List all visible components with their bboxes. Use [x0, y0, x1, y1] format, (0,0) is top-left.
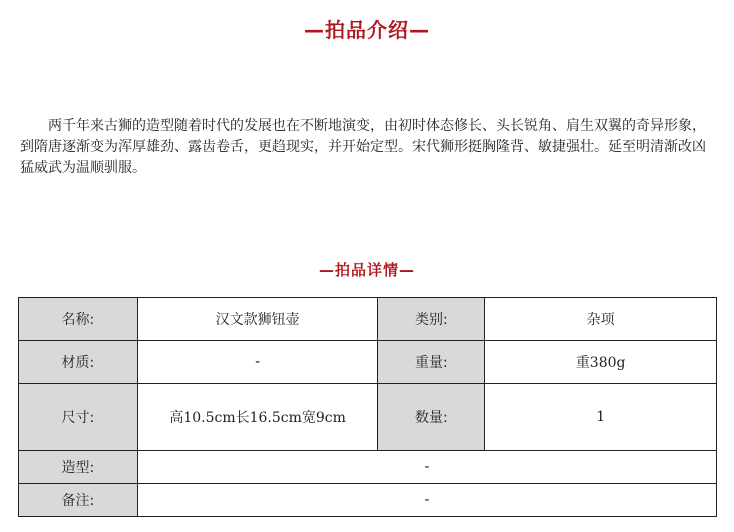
quantity-value: 1	[485, 384, 717, 451]
intro-paragraph: 两千年来古狮的造型随着时代的发展也在不断地演变，由初时体态修长、头长锐角、肩生双翼的奇异形象，到隋唐逐渐变为浑厚雄劲、露齿卷舌，更趋现实，并开始定型。宋代狮形挺胸隆背、敏捷强壮。延至明清渐改凶猛威武为温顺驯服。	[20, 118, 706, 176]
name-value: 汉文款狮钮壶	[137, 298, 378, 341]
intro-section-title: —拍品介绍—	[304, 18, 430, 42]
table-row	[19, 341, 717, 384]
remarks-label: 备注:	[19, 484, 138, 517]
table-row	[19, 298, 717, 341]
table-row	[19, 451, 717, 484]
quantity-label: 数量:	[378, 384, 485, 451]
size-label: 尺寸:	[19, 384, 138, 451]
category-value: 杂项	[485, 298, 717, 341]
details-table	[18, 297, 717, 517]
category-label: 类别:	[378, 298, 485, 341]
weight-value: 重380g	[485, 341, 717, 384]
size-value: 高10.5cm长16.5cm宽9cm	[137, 384, 378, 451]
shape-value: -	[137, 451, 716, 484]
remarks-value: -	[137, 484, 716, 517]
material-label: 材质:	[19, 341, 138, 384]
shape-label: 造型:	[19, 451, 138, 484]
weight-label: 重量:	[378, 341, 485, 384]
table-row	[19, 384, 717, 451]
table-row	[19, 484, 717, 517]
material-value: -	[137, 341, 378, 384]
details-section-title: —拍品详情—	[318, 261, 415, 279]
name-label: 名称:	[19, 298, 138, 341]
